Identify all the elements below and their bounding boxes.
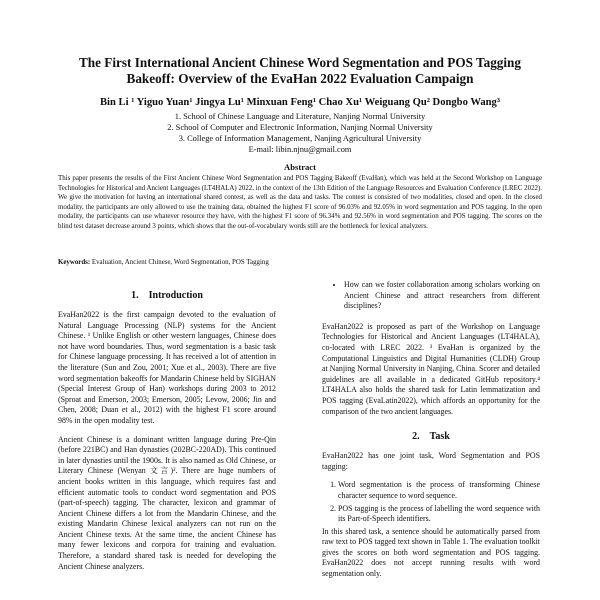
task-list-item: 2. POS tagging is the process of labelling the word sequence with its Part-of-Speech identifiers. xyxy=(338,504,540,525)
task-paragraph-2: In this shared task, a sentence should be automatically parsed from raw text to POS tagged text shown in Table 1. The evaluation toolkit gives the scores on both word segmentation and POS tagging. EvaHan2022 does not accept running results with word segmentation only. xyxy=(322,526,540,579)
keywords-label: Keywords: xyxy=(58,259,91,266)
affiliation-3: 3. College of Information Management, Nanjing Agricultural University xyxy=(178,134,422,143)
keywords xyxy=(58,258,542,267)
section-title: Introduction xyxy=(148,290,203,301)
section-title: Task xyxy=(429,431,450,443)
affiliation-2: 2. School of Computer and Electronic Information, Nanjing Normal University xyxy=(167,123,433,132)
section-number: 1. xyxy=(131,290,139,301)
intro-paragraph-1: EvaHan2022 is the first campaign devoted to the evaluation of Natural Language Processing (NLP) systems for the Ancient Chinese. ¹ Unlike English or other western languages, Chinese does not have word boundaries. Thus, word segmentation is a basic task for Chinese language processing. It has received a lot of attention in the literature (Sun and Zou, 2001; Xue et al., 2003). There are five word segmentation bakeoffs for Mandarin Chinese held by SIGHAN (Special Interest Group of Han) workshops during 2003 to 2012 (Sproat and Emerson, 2003; Emerson, 2005; Levow, 2006; Jin and Chen, 2008; Duan et al., 2012) with the highest F1 score around 98% in the open modality test. xyxy=(58,310,276,425)
task-paragraph-1: EvaHan2022 has one joint task, Word Segmentation and POS tagging: xyxy=(322,451,540,471)
section-number: 2. xyxy=(412,431,420,443)
title-line-2: Bakeoff: Overview of the EvaHan 2022 Evaluation Campaign xyxy=(126,71,474,86)
title-line-1: The First International Ancient Chinese Word Segmentation and POS Tagging xyxy=(79,55,521,70)
task-list xyxy=(322,480,540,524)
author-list: Bin Li ¹ Yiguo Yuan¹ Jingya Lu¹ Minxuan Feng¹ Chao Xu¹ Weiguang Qu² Dongbo Wang³ xyxy=(99,97,500,108)
task-list-item: 1. Word segmentation is the process of transforming Chinese character sequence to word sequence. xyxy=(338,480,540,501)
keywords-text: Evaluation, Ancient Chinese, Word Segmentation, POS Tagging xyxy=(91,259,269,266)
section-heading-task xyxy=(322,431,540,443)
workshop-paragraph: EvaHan2022 is proposed as part of the Workshop on Language Technologies for Historical and Ancient Languages (LT4HALA), co-located with LREC 2022. ³ EvaHan is organized by the Computational Linguistics and Digital Humanities (CLDH) Group at Nanjing Normal University in Nanjing, China. Scorer and detailed guidelines are all available in a dedicated GitHub repository.⁴ LT4HALA also holds the shared task for Latin lemmatization and POS tagging (EvaLatin2022), which affords an opportunity for the comparison of the two ancient languages. xyxy=(322,321,540,416)
right-column xyxy=(322,280,540,588)
bullet-item: • How can we foster collaboration among scholars working on Ancient Chinese and attract researchers from different disciplines? xyxy=(344,280,540,312)
left-column xyxy=(58,290,276,580)
intro-paragraph-2: Ancient Chinese is a dominant written language during Pre-Qin (before 221BC) and Han dynasties (202BC-220AD). This continued in later dynasties until the 1900s. It is also named as Old Chinese, or Literary Chinese (Wenyan 文言)². There are huge numbers of ancient books written in this language, which requires fast and efficient automatic tools to conduct word segmentation and POS (part-of-speech) tagging. The character, lexicon and grammar of Ancient Chinese differs a lot from the Mandarin Chinese, and the existing Mandarin Chinese lexical analyzers can not run on the Ancient Chinese texts. At the same time, the ancient Chinese has many fewer lexicons and corpora for training and evaluation. Therefore, a standard shared task is needed for developing the Ancient Chinese analyzers. xyxy=(58,434,276,571)
abstract-heading: Abstract xyxy=(284,162,316,172)
affiliation-1: 1. School of Chinese Language and Literature, Nanjing Normal University xyxy=(174,112,426,121)
affiliations xyxy=(60,111,540,155)
bullet-list xyxy=(322,280,540,312)
abstract-text: This paper presents the results of the First Ancient Chinese Word Segmentation and POS Tagging Bakeoff (EvaHan), which was held at the Second Workshop on Language Technologies for Historical and Ancient Languages (LT4HALA) 2022, in the context of the 13th Edition of the Language Resources and Evaluation Conference (LREC 2022). We give the motivation for having an international shared contest, as well as the data and tasks. The contest is consisted of two modalities, closed and open. In the closed modality, the participants are only allowed to use the training data, obtained the highest F1 score of 96.03% and 92.05% in word segmentation and POS tagging. In the open modality, the participants can use whatever resource they have, with the highest F1 score of 96.34% and 92.56% in word segmentation and POS tagging. The scores on the blind test dataset decrease around 3 points, which shows that the out-of-vocabulary words still are the bottleneck for lexical analyzers. xyxy=(58,175,542,230)
section-heading-introduction xyxy=(58,290,276,302)
author-email: E-mail: libin.njnu@gmail.com xyxy=(248,145,352,154)
paper-title xyxy=(70,55,530,87)
